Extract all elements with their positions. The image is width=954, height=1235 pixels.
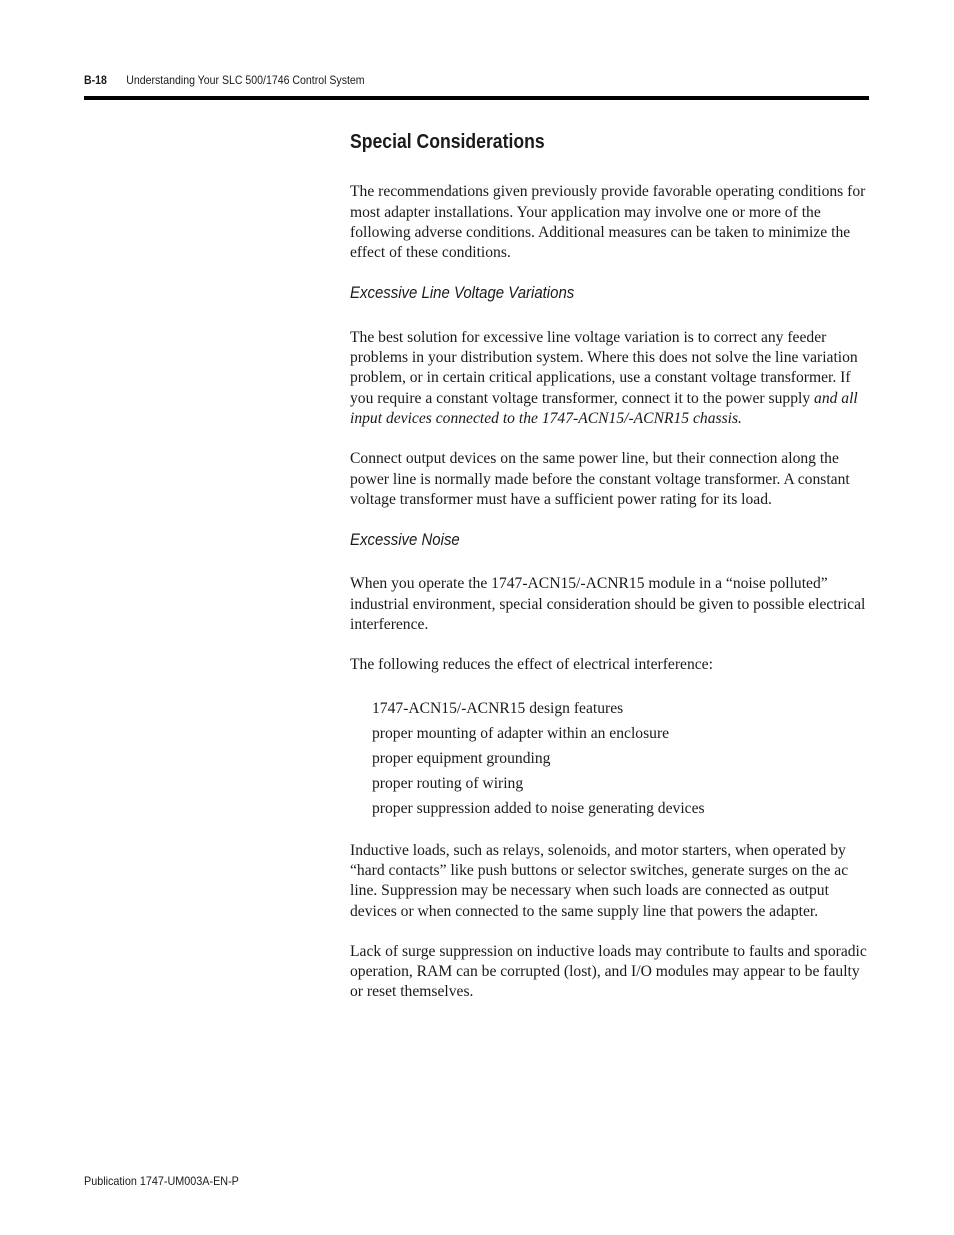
noise-paragraph-3: Inductive loads, such as relays, solenoids, and motor starters, when operated by “hard contacts” like push buttons or selector switches, generate surges on the ac line. Suppression may be necessary when such loads are connected as output devices or when connected to the same supply line that powers the adapter. (350, 841, 849, 920)
list-item: proper mounting of adapter within an enclosure (372, 724, 670, 742)
voltage-paragraph-1 (350, 328, 870, 429)
voltage-paragraph-2: Connect output devices on the same power line, but their connection along the power line is normally made before the constant voltage transformer. A constant voltage transformer must have a sufficient power rating for its load. (350, 450, 850, 508)
noise-paragraph-2: The following reduces the effect of electrical interference: (350, 656, 713, 674)
header-rule (84, 96, 869, 100)
list-item: proper equipment grounding (372, 749, 551, 767)
voltage-paragraph-1-italic: and all input devices connected to the 1747-ACN15/-ACNR15 chassis. (350, 389, 858, 427)
voltage-paragraph-1-text: The best solution for excessive line voltage variation is to correct any feeder problems in your distribution system. Where this does not solve the line variation problem, or in certain critical applications, use a constant voltage transformer. If you require a constant voltage transformer, connect it to the power supply (350, 328, 858, 407)
section-title: Special Considerations (350, 131, 545, 153)
chapter-title: Understanding Your SLC 500/1746 Control System (126, 73, 365, 87)
page-number: B-18 (84, 73, 107, 87)
noise-heading: Excessive Noise (350, 530, 460, 550)
interference-list (350, 696, 870, 821)
page-header (84, 73, 775, 87)
intro-paragraph: The recommendations given previously provide favorable operating conditions for most adapter installations. Your application may involve one or more of the following adverse conditions. Additional measures can be taken to minimize the effect of these conditions. (350, 183, 866, 262)
voltage-heading: Excessive Line Voltage Variations (350, 283, 575, 303)
list-item: proper suppression added to noise generating devices (372, 799, 705, 817)
list-item: 1747-ACN15/-ACNR15 design features (372, 699, 624, 717)
list-item: proper routing of wiring (372, 774, 524, 792)
publication-footer: Publication 1747-UM003A-EN-P (84, 1174, 239, 1188)
noise-paragraph-4: Lack of surge suppression on inductive loads may contribute to faults and sporadic operation, RAM can be corrupted (lost), and I/O modules may appear to be faulty or reset themselves. (350, 942, 867, 1001)
noise-paragraph-1: When you operate the 1747-ACN15/-ACNR15 module in a “noise polluted” industrial environment, special consideration should be given to possible electrical interference. (350, 575, 866, 634)
main-content (350, 132, 870, 1023)
